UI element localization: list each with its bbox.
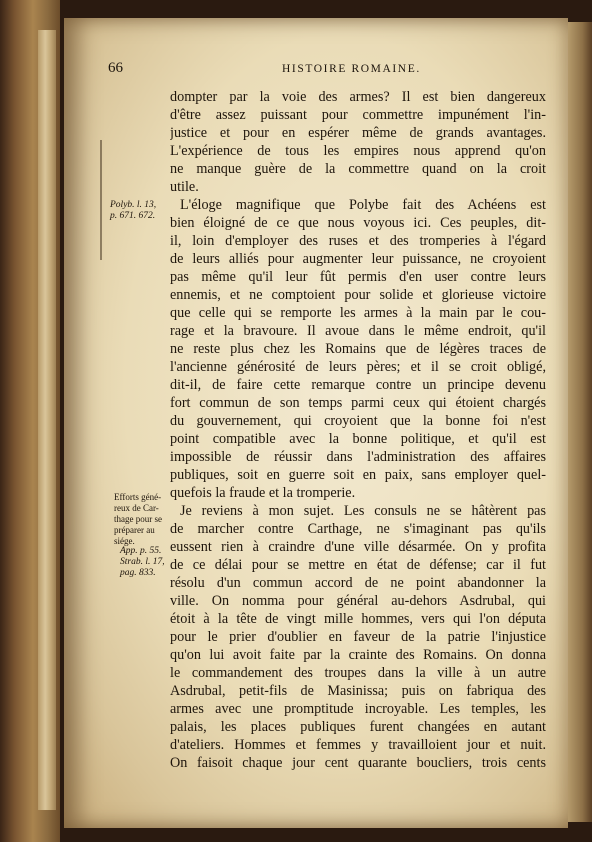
text-line: que celle qui se remporte les armes à la main par le cou-	[170, 305, 546, 321]
margin-note-line: reux de Car-	[114, 503, 159, 513]
text-line: d'être assez puissant pour commettre impunément l'in-	[170, 107, 546, 123]
text-line: armes avec une promptitude incroyable. Les temples, les	[170, 701, 546, 717]
text-line: pour le prier d'oublier en faveur de la patrie l'injustice	[170, 629, 546, 645]
margin-note-line: siége.	[114, 536, 135, 546]
text-line: bien éloigné de ce que nous voyous ici. Ces peuples, dit-	[170, 215, 546, 231]
text-line: ville. On nomma pour général au-dehors Asdrubal, qui	[170, 593, 546, 609]
margin-note-line: préparer au	[114, 525, 155, 535]
margin-note-polybe	[110, 200, 156, 222]
text-line: L'éloge magnifique que Polybe fait des Achéens est	[180, 197, 546, 213]
text-line: ne reste plus chez les Romains que de légères traces de	[170, 341, 546, 357]
text-line: dit-il, de faire cette remarque contre un principe devenu	[170, 377, 546, 393]
text-line: publiques, soit en guerre soit en paix, sans employer quel-	[170, 467, 546, 483]
margin-note-line: App. p. 55.	[120, 546, 162, 556]
page-number: 66	[108, 60, 123, 76]
facing-page-edge	[568, 22, 592, 822]
text-line: eussent rien à craindre d'une ville désarmée. On y profita	[170, 539, 546, 555]
text-line: utile.	[170, 179, 199, 195]
text-line: l'ancienne générosité de leurs pères; et il se croit obligé,	[170, 359, 546, 375]
text-line: ennemis, et ne comptoient pour solide et glorieuse victoire	[170, 287, 546, 303]
margin-note-line: p. 671. 672.	[110, 211, 156, 221]
text-line: justice et pour en espérer même de grands avantages.	[170, 125, 546, 141]
paragraph-2	[170, 196, 546, 502]
text-line: rage et la bravoure. Il avoue dans le même endroit, qu'il	[170, 323, 546, 339]
margin-note-app	[120, 546, 165, 579]
margin-note-line: thage pour se	[114, 514, 162, 524]
text-line: dompter par la voie des armes? Il est bien dangereux	[170, 89, 546, 105]
text-line: étoit à la tête de vingt mille hommes, vers qui l'on députa	[170, 611, 546, 627]
text-line: il, loin d'employer des ruses et des tromperies à l'égard	[170, 233, 546, 249]
text-line: On faisoit chaque jour cent quarante boucliers, trois cents	[170, 755, 546, 771]
text-line: quefois la fraude et la tromperie.	[170, 485, 356, 501]
text-line: qu'on lui avoit faite par la crainte des Romains. On donna	[170, 647, 546, 663]
text-line: de ce délai pour se mettre en état de défense; car il fut	[170, 557, 546, 573]
paragraph-1	[170, 88, 546, 196]
text-line: du gouvernement, qui croyoient que la bonne foi n'est	[170, 413, 546, 429]
text-line: le commandement des troupes dans la ville à un autre	[170, 665, 546, 681]
text-line: L'expérience de tous les empires nous apprend qu'on	[170, 143, 546, 159]
paragraph-3	[170, 502, 546, 772]
text-line: de leurs alliés pour augmenter leur puissance, ne croyoient	[170, 251, 546, 267]
text-line: résolu d'un commun accord de ne point abandonner la	[170, 575, 546, 591]
text-line: de marcher contre Carthage, ne s'imaginant pas qu'ils	[170, 521, 546, 537]
margin-note-line: pag. 833.	[120, 568, 156, 578]
page-header	[108, 60, 542, 82]
page-body-text	[170, 88, 546, 772]
text-line: impossible de réussir dans l'administration des affaires	[170, 449, 546, 465]
text-line: pas même qu'il leur fût permis d'en user contre leurs	[170, 269, 546, 285]
margin-note-line: Polyb. l. 13,	[110, 200, 157, 210]
margin-stain	[100, 140, 102, 260]
text-line: d'ateliers. Hommes et femmes y travailloient jour et nuit.	[170, 737, 546, 753]
text-line: fort commun de son temps parmi ceux qui étoient chargés	[170, 395, 546, 411]
text-line: point compatible avec la bonne politique, et qu'il est	[170, 431, 546, 447]
text-line: ne manque guère de la commettre quand on la croit	[170, 161, 546, 177]
margin-note-line: Strab. l. 17,	[120, 557, 165, 567]
text-line: Asdrubal, petit-fils de Masinissa; puis on fabriqua des	[170, 683, 546, 699]
book-spine-edge	[0, 0, 60, 842]
running-title: HISTOIRE ROMAINE.	[282, 63, 421, 75]
margin-note-line: Efforts géné-	[114, 492, 162, 502]
text-line: Je reviens à mon sujet. Les consuls ne se hâtèrent pas	[180, 503, 546, 519]
text-line: palais, les places publiques furent changées en autant	[170, 719, 546, 735]
